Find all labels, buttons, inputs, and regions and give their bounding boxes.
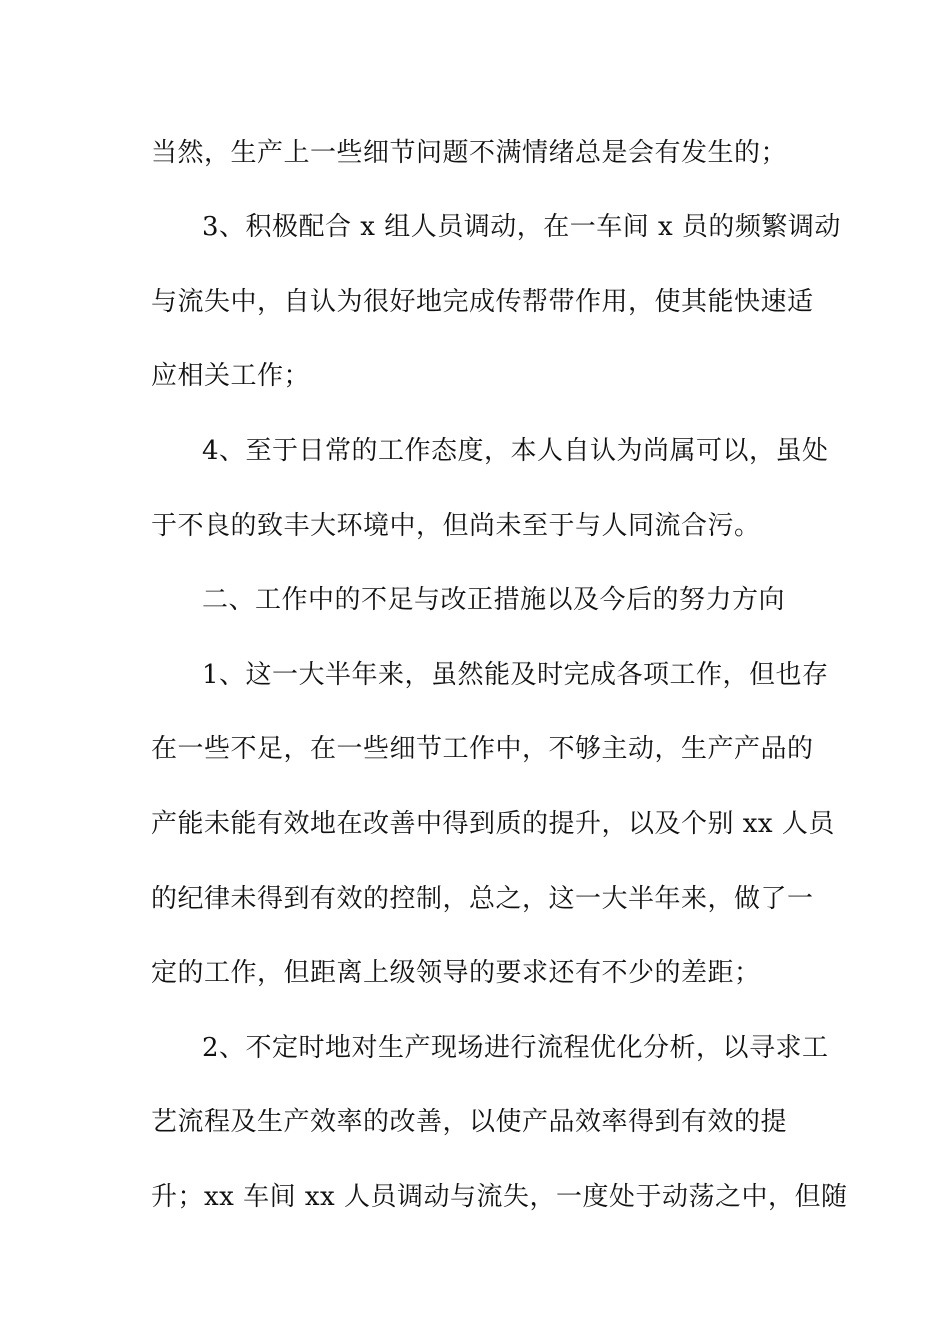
text-line: 产能未能有效地在改善中得到质的提升，以及个别 xx 人员 <box>151 809 835 839</box>
text-line: 应相关工作； <box>151 361 311 391</box>
text-line: 当然，生产上一些细节问题不满情绪总是会有发生的； <box>151 138 788 168</box>
text-line: 的纪律未得到有效的控制，总之，这一大半年来，做了一 <box>151 884 814 914</box>
text-line: 4、至于日常的工作态度，本人自认为尚属可以，虽处 <box>202 436 829 466</box>
text-line: 2、不定时地对生产现场进行流程优化分析，以寻求工 <box>202 1033 829 1063</box>
section-heading: 二、工作中的不足与改正措施以及今后的努力方向 <box>202 585 786 615</box>
text-line: 3、积极配合 x 组人员调动，在一车间 x 员的频繁调动 <box>202 212 841 242</box>
text-line: 与流失中，自认为很好地完成传帮带作用，使其能快速适 <box>151 287 814 317</box>
text-line: 艺流程及生产效率的改善，以使产品效率得到有效的提 <box>151 1107 788 1137</box>
text-line: 定的工作，但距离上级领导的要求还有不少的差距； <box>151 958 761 988</box>
text-line: 在一些不足，在一些细节工作中，不够主动，生产产品的 <box>151 734 814 764</box>
text-line: 升；xx 车间 xx 人员调动与流失，一度处于动荡之中，但随 <box>151 1182 848 1212</box>
text-line: 1、这一大半年来，虽然能及时完成各项工作，但也存 <box>202 660 829 690</box>
text-line: 于不良的致丰大环境中，但尚未至于与人同流合污。 <box>151 511 761 541</box>
